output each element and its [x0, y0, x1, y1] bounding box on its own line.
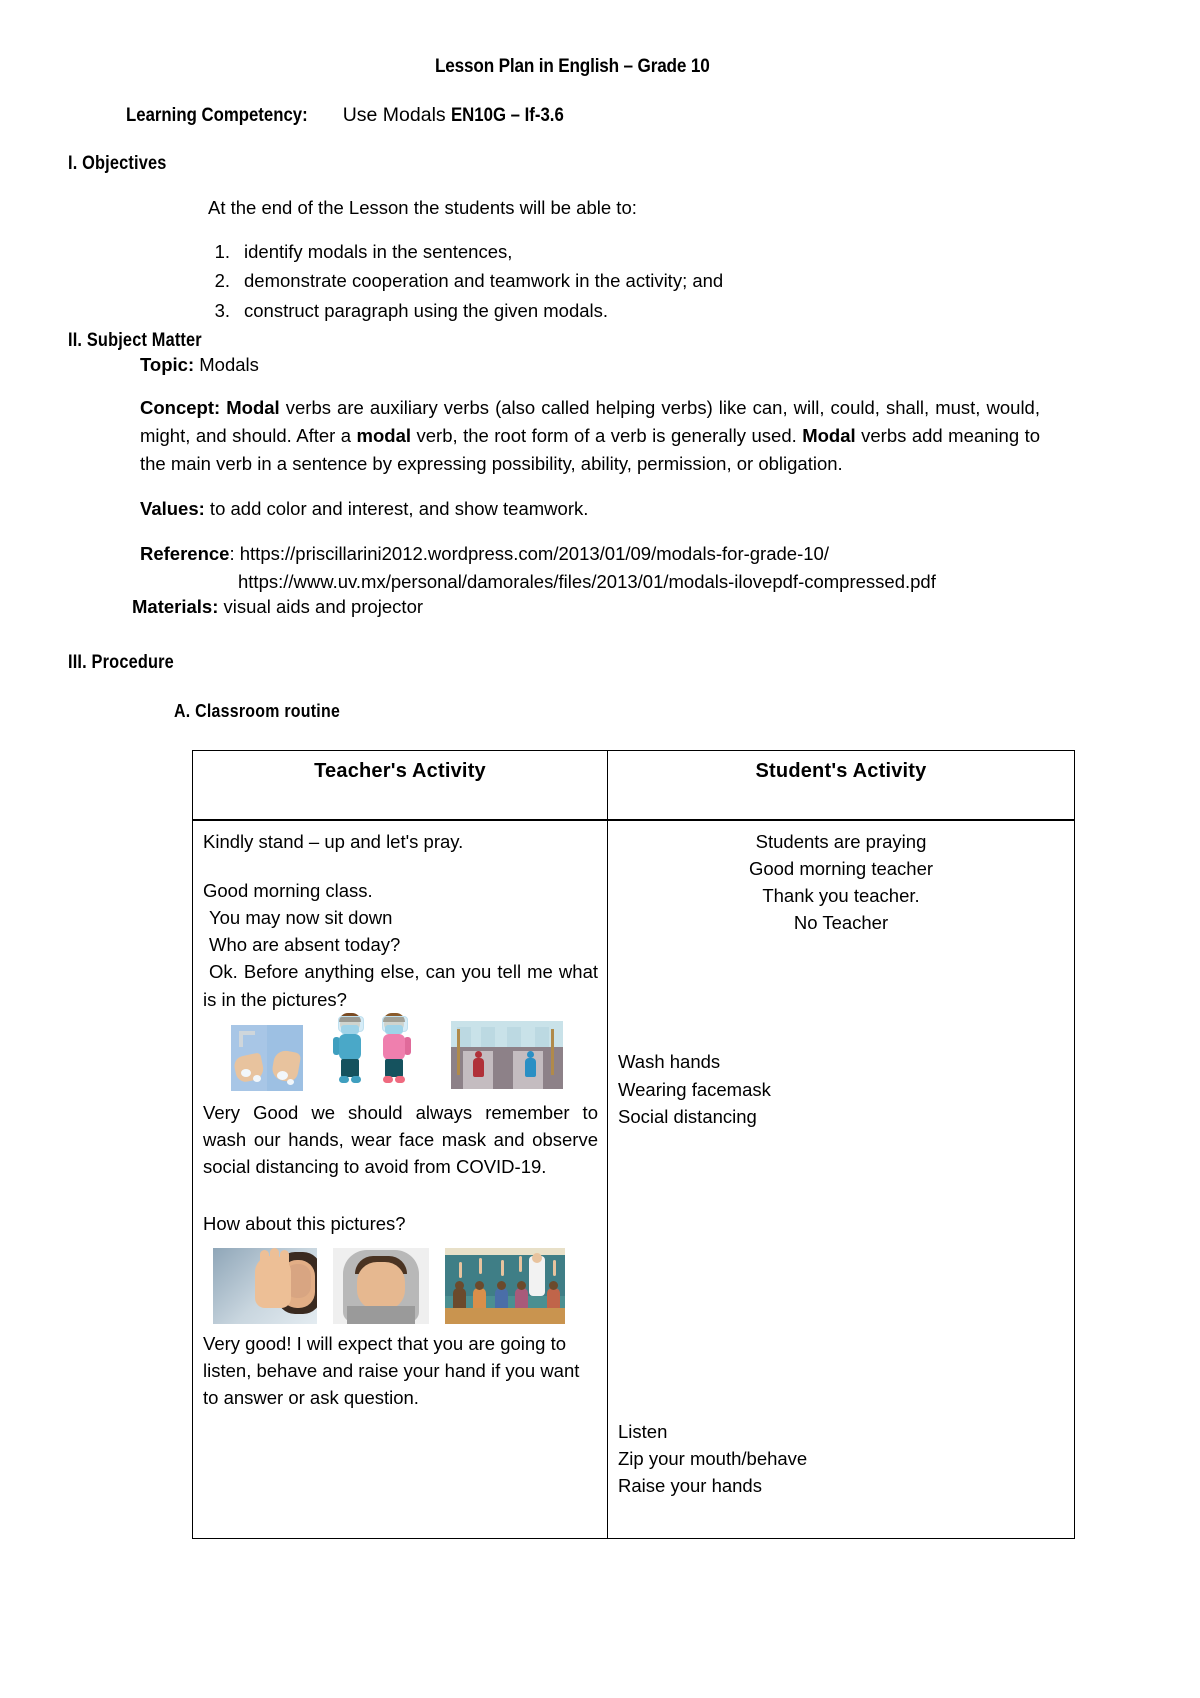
reference-line-1: Reference: https://priscillarini2012.wordpress.com/2013/01/09/modals-for-grade-10/ [140, 543, 829, 565]
teacher-line-absent: Who are absent today? [209, 934, 401, 956]
listening-ear-image [213, 1248, 317, 1324]
teacher-line-morning: Good morning class. [203, 879, 373, 901]
teacher-line-howabout: How about this pictures? [203, 1213, 406, 1235]
materials-line: Materials: visual aids and projector [132, 595, 424, 617]
header-student-label: Student's Activity [755, 759, 927, 782]
quiet-child-image [333, 1248, 429, 1324]
document-body [68, 55, 1113, 1539]
list-item: 3. construct paragraph using the given modals. [214, 299, 609, 321]
objectives-heading: I. Objectives [68, 153, 167, 174]
activity-table [192, 750, 1075, 1539]
values-line: Values: to add color and interest, and show teamwork. [140, 498, 589, 520]
objectives-intro: At the end of the Lesson the students will be able to: [208, 197, 637, 218]
teacher-line-expect: Very good! I will expect that you are going to listen, behave and raise your hand if you want to answer or ask question. [203, 1332, 580, 1408]
header-cell-student [608, 750, 1075, 820]
facemask-kids-image [333, 1013, 419, 1091]
header-teacher-label: Teacher's Activity [314, 759, 486, 782]
table-row [193, 820, 1075, 1539]
covid-image-strip [203, 1025, 598, 1099]
page-title: Lesson Plan in English – Grade 10 [434, 55, 710, 77]
teacher-line-pray: Kindly stand – up and let's pray. [203, 830, 464, 852]
social-distancing-image [451, 1021, 563, 1089]
learning-competency: Learning Competency: Use Modals EN10G – If-3.6 [126, 104, 564, 126]
student-response-1: Students are praying [755, 830, 927, 852]
concept-paragraph: Concept: Modal verbs are auxiliary verbs (also called helping verbs) like can, will, could, shall, must, would, might, and should. After a modal verb, the root form of a verb is generally used. Modal verbs add meaning to the main verb in a sentence by expressing possibility, ability, permission, or obligation. [140, 396, 1041, 475]
teacher-line-sit: You may now sit down [209, 907, 393, 928]
reference-block [140, 540, 1113, 596]
teacher-line-pictures: Ok. Before anything else, can you tell me what is in the pictures? [203, 961, 598, 1010]
student-response-8: Listen [618, 1420, 668, 1442]
header-cell-teacher [193, 750, 608, 820]
teacher-line-verygood: Very Good we should always remember to wash our hands, wear face mask and observe social distancing to avoid from COVID-19. [203, 1101, 598, 1178]
student-response-4: No Teacher [793, 912, 889, 934]
student-response-3: Thank you teacher. [762, 885, 920, 906]
teacher-activity-cell [193, 820, 608, 1539]
student-response-9: Zip your mouth/behave [618, 1448, 808, 1470]
student-response-5: Wash hands [618, 1051, 721, 1073]
table-header-row [193, 750, 1075, 820]
list-item: 2. demonstrate cooperation and teamwork in the activity; and [214, 270, 724, 292]
handwashing-image [231, 1025, 303, 1091]
student-response-6: Wearing facemask [618, 1078, 771, 1100]
student-activity-cell [608, 820, 1075, 1539]
student-response-10: Raise your hands [618, 1475, 762, 1497]
section-a-heading: A. Classroom routine [174, 699, 341, 721]
objectives-list [208, 239, 1113, 324]
list-item: 1. identify modals in the sentences, [214, 241, 513, 262]
reference-url-1[interactable]: https://priscillarini2012.wordpress.com/2013/01/09/modals-for-grade-10/ [239, 543, 829, 565]
topic-line: Topic: Modals [140, 353, 259, 375]
procedure-heading: III. Procedure [68, 651, 174, 673]
subject-matter-heading: II. Subject Matter [68, 329, 202, 351]
student-response-7: Social distancing [618, 1105, 757, 1127]
student-response-2: Good morning teacher [748, 857, 934, 879]
behavior-image-strip [203, 1248, 598, 1328]
reference-url-2[interactable]: https://www.uv.mx/personal/damorales/files/2013/01/modals-ilovepdf-compressed.pdf [238, 570, 936, 592]
raise-hands-classroom-image [445, 1248, 565, 1324]
